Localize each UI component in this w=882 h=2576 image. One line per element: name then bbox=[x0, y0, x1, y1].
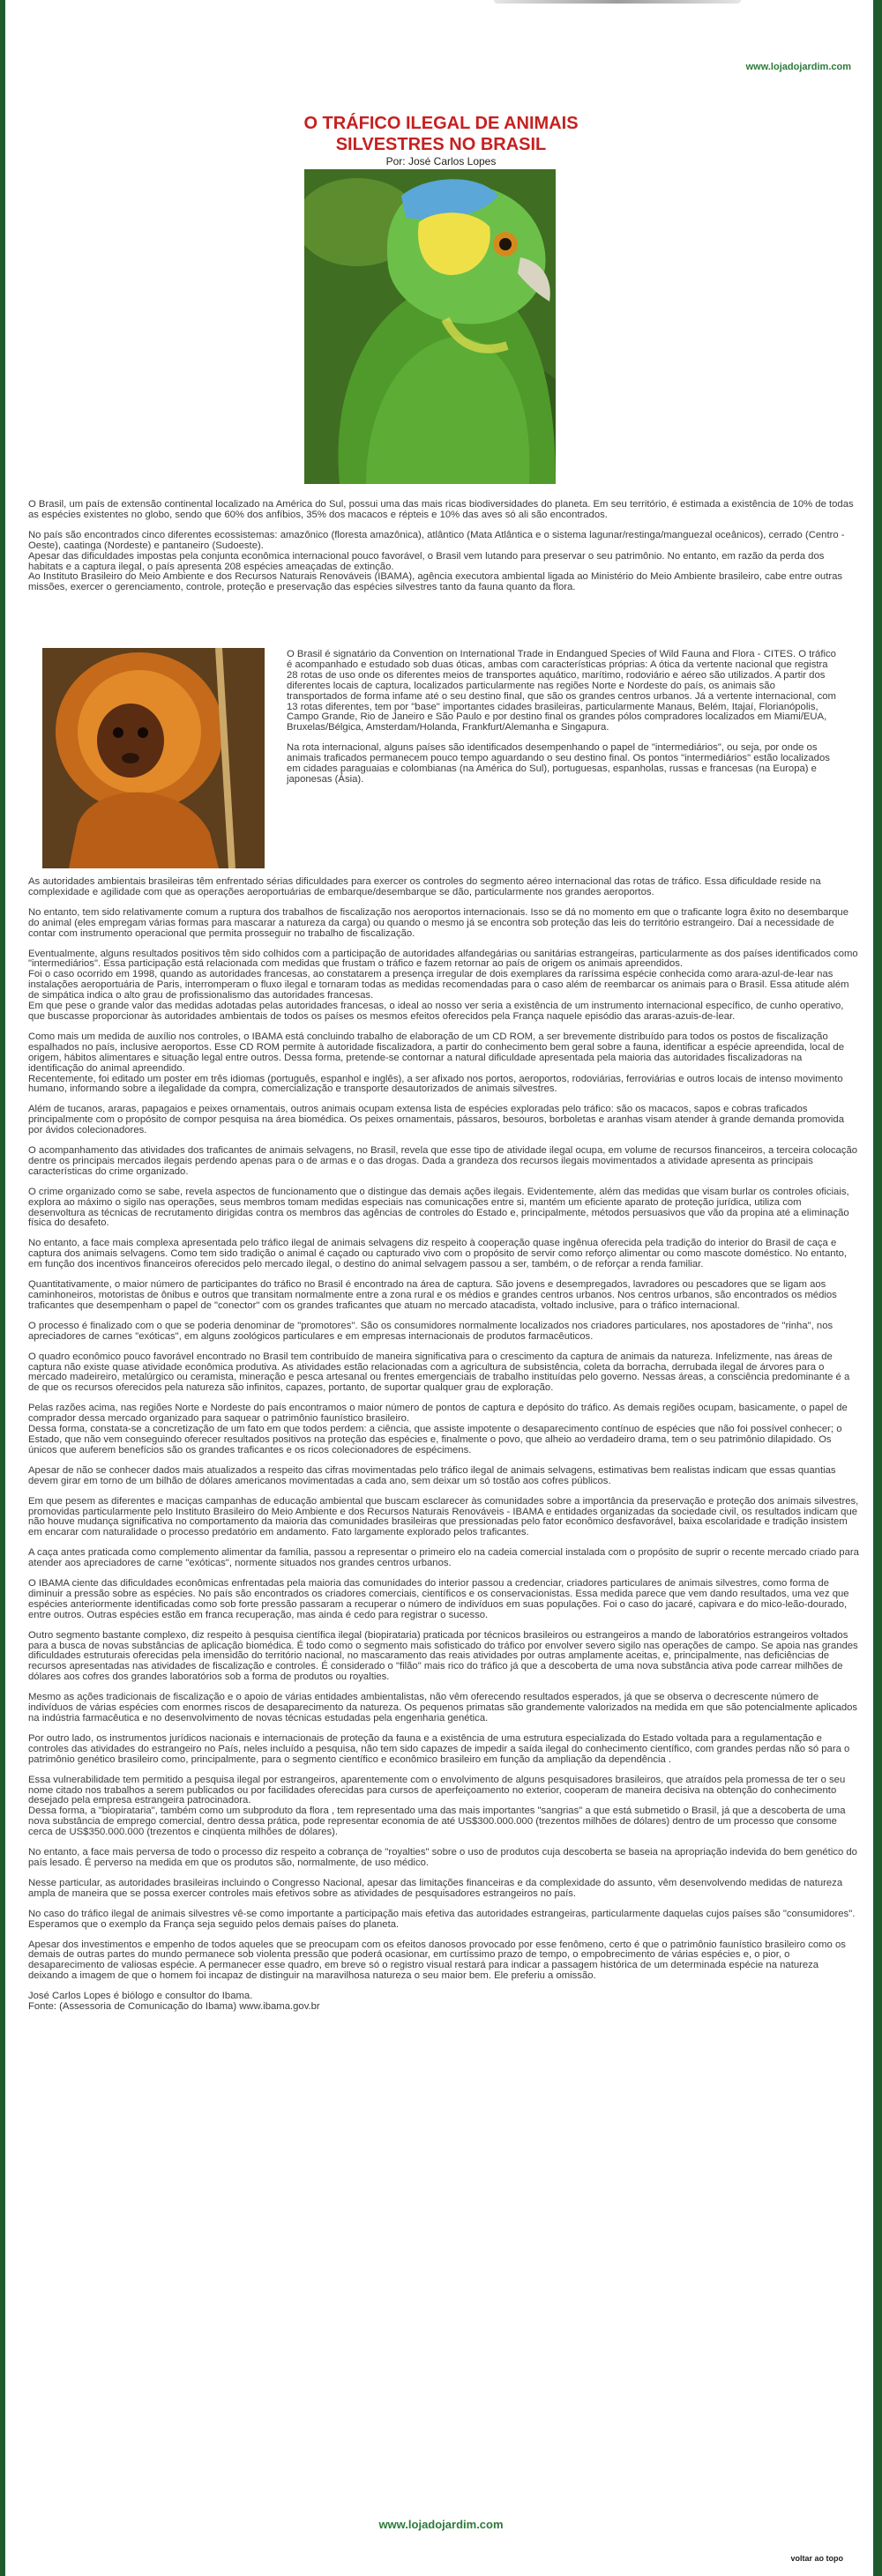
body-paragraph: Além de tucanos, araras, papagaios e peixes ornamentais, outros animais ocupam extensa lista de espécies exploradas pelo tráfico: são os macacos, sapos e cobras traficados principalmente com o propósito de compor pesquisa na área biomédica. Os peixes ornamentais, pássaros, besouros, borboletas e aranhas visam atender à grande demanda promovida por ávidos colecionadores. bbox=[28, 1104, 844, 1136]
body-paragraph: O crime organizado como se sabe, revela aspectos de funcionamento que o distingue das demais ações ilegais. Evidentemente, além das medidas que visam burlar os controles oficiais, explora ao máximo o sigilo nas operações, seus membros tomam medidas especiais nas comunicações entre si, mantém um eficiente aparato de proteção jurídica, utiliza com desenvoltura as técnicas de recrutamento dirigidas contra os membros das agências de controles do Estado e, principalmente, métodos persuasivos que vão da propina até a eliminação física do desafeto. bbox=[28, 1186, 849, 1229]
source-credit: Fonte: (Assessoria de Comunicação do Ibama) www.ibama.gov.br bbox=[28, 2001, 320, 2013]
body-paragraph: Foi o caso ocorrido em 1998, quando as autoridades francesas, ao constatarem a presença irregular de dois exemplares da raríssima espécie conhecida como arara-azul-de-lear nas instalações aeroportuária de Paris, interromperam o fluxo ilegal e tornaram todas as medidas recomendadas para o caso além de reembarcar os animais para o Brasil. Essa atitude além de simpática indica o alto grau de profissionalismo das autoridades francesas. bbox=[28, 969, 849, 1001]
body-paragraph: Essa vulnerabilidade tem permitido a pesquisa ilegal por estrangeiros, aparentemente com o envolvimento de alguns pesquisadores brasileiros, que atraídos pela promessa de ter o seu nome citado nos trabalhos a serem publicados ou por facilidades oferecidas para cursos de aperfeiçoamento no exterior, cooperam de maneira decisiva na obtenção do conhecimento desejado pela empresa estrangeira patrocinadora. bbox=[28, 1774, 846, 1806]
body-paragraph: Outro segmento bastante complexo, diz respeito à pesquisa científica ilegal (biopirataria) praticada por técnicos brasileiros ou estrangeiros a mando de laboratórios estrangeiros voltados para a busca de novas substâncias de aplicação biomédica. É todo como o segmento mais sofisticado do tráfico por envolver severo sigilo nas operações de campo. Se apoia nas grandes dificuldades estruturais oferecidas pela imensidão do território nacional, no mascaramento das reais atividades por outras amplamente aceitas, e, principalmente, nas deficiências de recursos apresentadas nas atividades de fiscalização e controles. É considerado o "filão" mais rico do tráfico já que a descoberta de uma nova substância ativa pode carrear milhões de dólares aos cofres dos grandes laboratórios sob a forma de produtos ou royalties. bbox=[28, 1629, 858, 1683]
top-decoration bbox=[494, 0, 741, 4]
body-paragraph: Em que pesem as diferentes e maciças campanhas de educação ambiental que buscam esclarecer às comunidades sobre a importância da preservação e proteção dos animais silvestres, promovidas particularmente pelo Instituto Brasileiro do Meio Ambiente e dos Recursos Naturais Renováveis - IBAMA e entidades organizadas da sociedade civil, os resultados indicam que não houve mudança significativa no comportamento da maioria das comunidades brasileiras que pressionadas pelo fator econômico desfavorável, baixa escolaridade e tradição insistem em encarar com naturalidade o processo predatório em andamento. Fato largamente explorado pelos traficantes. bbox=[28, 1495, 859, 1538]
body-paragraph: Por outro lado, os instrumentos jurídicos nacionais e internacionais de proteção da fauna e a existência de uma estrutura especializada do Estado voltada para a regulamentação e controles das atividades do estrangeiro no País, neles incluído a pesquisa, não tem sido capazes de impedir a saída ilegal do conhecimento científico, com grandes perdas não só para o patrimônio genético brasileiro como, principalmente, para o segmento científico e econômico brasileiro em função da ampliação da dependência . bbox=[28, 1732, 850, 1765]
body-paragraph: O IBAMA ciente das dificuldades econômicas enfrentadas pela maioria das comunidades do interior passou a credenciar, criadores particulares de animais silvestres, como forma de diminuir a pressão sobre as espécies. No país são encontrados os criadores comerciais, científicos e os conservacionistas. Essa medida parece que vem dando resultados, uma vez que espécies anteriormente identificadas como sob forte pressão passaram a recuperar o número de indivíduos em suas populações. Foi o caso do jacaré, capivara e do mico-leão-dourado, entre outros. Outras espécies estão em franca recuperação, mas ainda é cedo para registrar o sucesso. bbox=[28, 1578, 849, 1620]
article-title-line-1: O TRÁFICO ILEGAL DE ANIMAIS bbox=[303, 114, 579, 133]
article-title-line-2: SILVESTRES NO BRASIL bbox=[335, 135, 547, 154]
body-paragraph: Mesmo as ações tradicionais de fiscalização e o apoio de várias entidades ambientalistas, não vêm oferecendo resultados esperados, já que se observa o decrescente número de indivíduos de várias espécies com enormes riscos de desaparecimento da natureza. Os pequenos primatas são grandemente valorizados na medida em que são potencialmente aplicados na indústria farmacêutica e no desenvolvimento de novas técnicas estudadas pela engenharia genética. bbox=[28, 1692, 858, 1724]
site-link-bottom[interactable]: www.lojadojardim.com bbox=[378, 2518, 504, 2531]
body-paragraph: O acompanhamento das atividades dos traficantes de animais selvagens, no Brasil, revela que esse tipo de atividade ilegal ocupa, em volume de recursos financeiros, a terceira colocação dentre os principais mercados ilegais perdendo apenas para o de armas e o das drogas. Dada a grandeza dos recursos ilegais movimentados a atividade apresenta as principais características do crime organizado. bbox=[28, 1145, 858, 1177]
intro-paragraph: O Brasil, um país de extensão continental localizado na América do Sul, possui uma das mais ricas biodiversidades do planeta. Em seu território, é estimada a existência de 10% de todas as espécies existentes no globo, sendo que 60% dos anfíbios, 35% dos macacos e répteis e 10% das aves só ali são encontrados. bbox=[28, 499, 854, 520]
body-paragraph: Pelas razões acima, nas regiões Norte e Nordeste do país encontramos o maior número de pontos de captura e depósito do tráfico. As demais regiões ocupam, basicamente, o papel de comprador dessa mercado organizado para saquear o patrimônio faunístico brasileiro. bbox=[28, 1403, 848, 1425]
intro-section bbox=[28, 500, 859, 593]
body-paragraph: Recentemente, foi editado um poster em três idiomas (português, espanhol e inglês), a ser afixado nos portos, aeroportos, rodoviárias, ferroviárias e outros locais de intenso movimento humano, informando sobre a ilegalidade da compra, comercialização e transporte desautorizados de animais silvestres. bbox=[28, 1073, 843, 1095]
body-paragraph: Nesse particular, as autoridades brasileiras incluindo o Congresso Nacional, apesar das limitações financeiras e da complexidade do assunto, vêm desenvolvendo medidas de natureza ampla de maneira que se possa exercer controles mais efetivos sobre as atividades de pesquisadores estrangeiros no país. bbox=[28, 1877, 843, 1899]
body-paragraph: No entanto, a face mais perversa de todo o processo diz respeito a cobrança de "royalties" sobre o uso de produtos cuja descoberta se baseia na apropriação indevida do bem genético do país lesado. É perverso na medida em que os produtos são, normalmente, de uso médico. bbox=[28, 1847, 857, 1868]
body-paragraph: No entanto, tem sido relativamente comum a ruptura dos trabalhos de fiscalização nos aeroportos internacionais. Isso se dá no momento em que o traficante logra êxito no desembarque do animal (eles empregam várias formas para mascarar a natureza da carga) ou quando o mesmo já se encontra sob proteção das leis do território estrangeiro. Daí a necessidade de contar com instrumento operacional que permita prosseguir no trabalho de fiscalização. bbox=[28, 906, 849, 939]
body-paragraph: No entanto, a face mais complexa apresentada pelo tráfico ilegal de animais selvagens diz respeito à cooperação quase ingênua oferecida pela tradição do interior do Brasil de caça e captura dos animais selvagens. Como tem sido tradição o animal é caçado ou capturado vivo com o propósito de servir como reforço alimentar ou como mascote doméstico. No entanto, em função dos incentivos financeiros oferecidos pelo mercado ilegal, o destino do animal selvagem passou a ser, também, o de reforçar a renda familiar. bbox=[28, 1238, 848, 1270]
intro-paragraph: Apesar das dificuldades impostas pela conjunta econômica internacional pouco favorável, o Brasil vem lutando para preservar o seu patrimônio. No entanto, em razão da perda dos habitats e a captura ilegal, o país apresenta 208 espécies ameaçadas de extinção. bbox=[28, 550, 825, 572]
article-body bbox=[28, 877, 859, 2013]
intro-paragraph: No país são encontrados cinco diferentes ecossistemas: amazônico (floresta amazônica), atlântico (Mata Atlântica e o sistema lagunar/restinga/manguezal oceânicos), cerrado (Centro - Oeste), caatinga (Nordeste) e pantaneiro (Sudoeste). bbox=[28, 529, 845, 551]
body-paragraph: O quadro econômico pouco favorável encontrado no Brasil tem contribuído de maneira significativa para o crescimento da captura de animais da natureza. Infelizmente, nas áreas de captura não existe quase atividade econômica produtiva. As atividades estão relacionadas com a agricultura de subsistência, coleta da borracha, derrubada ilegal de árvores para o mercado madeireiro, metalúrgico ou ceramista, mineração e pesca artesanal ou frentes emergenciais de trabalho instituídas pelo governo. Nessas áreas, a consciência predominante é a de que os recursos oferecidos pela natureza são infinitos, capazes, portanto, de suportar qualquer grau de exploração. bbox=[28, 1351, 850, 1394]
back-to-top-link[interactable]: voltar ao topo bbox=[790, 2554, 843, 2563]
body-paragraph: Dessa forma, a "biopirataria", também como um subproduto da flora , tem representado uma das mais importantes "sangrias" a que está submetido o Brasil, já que a descoberta de uma nova substância de emprego comercial, dentro dessa prática, pode representar economia de até US$300.000.000 (trezentos milhões de dólares) dentro de um processo que consome cerca de US$350.000.000 (trezentos e cinqüenta milhões de dólares). bbox=[28, 1805, 846, 1838]
body-paragraph: No caso do tráfico ilegal de animais silvestres vê-se como importante a participação mais efetiva das autoridades estrangeiras, particularmente daquelas cujos países são "consumidores". Esperamos que o exemplo da França seja seguido pelos demais países do planeta. bbox=[28, 1908, 856, 1930]
author-bio: José Carlos Lopes é biólogo e consultor do Ibama. bbox=[28, 1991, 253, 2002]
article-header bbox=[0, 113, 882, 168]
body-paragraph: A caça antes praticada como complemento alimentar da família, passou a representar o primeiro elo na cadeia comercial instalada com o propósito de suprir o recente mercado criado para atender aos apreciadores de carne "exóticas", normente situados nos grandes centros urbanos. bbox=[28, 1547, 859, 1569]
body-paragraph: Apesar de não se conhecer dados mais atualizados a respeito das cifras movimentadas pelo tráfico ilegal de animais selvagens, estimativas bem realistas indicam que essas quantias devem girar em torno de um bilhão de dólares americanos movimentadas a cada ano, sem deixar um só tostão aos cofres públicos. bbox=[28, 1464, 836, 1486]
parrot-photo bbox=[304, 169, 556, 484]
body-paragraph: Como mais um medida de auxílio nos controles, o IBAMA está concluindo trabalho de elaboração de um CD ROM, a ser brevemente distribuído para todos os postos de fiscalização espalhados no país, inclusive aeroportos. Esse CD ROM permite à autoridade fiscalizadora, a partir do conhecimento bem geral sobre a fauna, identificar a espécie apreendida, local de origem, hábitos alimentares e situação legal entre outros. Dessa forma, pretende-se contornar a natural dificuldade apresentada pela maioria das autoridades fiscalizadoras na identificação do animal apreendido. bbox=[28, 1031, 844, 1074]
article-author: Por: José Carlos Lopes bbox=[385, 155, 497, 168]
body-paragraph: Quantitativamente, o maior número de participantes do tráfico no Brasil é encontrado na área de captura. São jovens e desempregados, lavradores ou pescadores que se ligam aos caminhoneiros, motoristas de ônibus e outros que transitam normalmente entre a zona rural e os médios e grandes centros urbanos. Nos centros urbanos, são encontrados os médios traficantes que desempenham o papel de "conector" com os grandes traficantes que atuam no mercado atacadista, voltado inclusive, para o tráfico internacional. bbox=[28, 1279, 837, 1311]
intro-paragraph: Ao Instituto Brasileiro do Meio Ambiente e dos Recursos Naturais Renováveis (IBAMA), agência executora ambiental ligada ao Ministério do Meio Ambiente brasileiro, cabe entre outras missões, exercer o gerenciamento, controle, proteção e preservação das espécies silvestres tanto da fauna quanto da flora. bbox=[28, 571, 843, 593]
golden-lion-tamarin-photo bbox=[42, 648, 265, 868]
body-paragraph: O processo é finalizado com o que se poderia denominar de "promotores". São os consumidores normalmente localizados nos criadores particulares, nos apostadores de "rinha", nos apreciadores de carnes "exóticas", em alguns zoológicos particulares e em empresas internacionais de produtos farmacêuticos. bbox=[28, 1320, 833, 1342]
intermediaries-paragraph: Na rota internacional, alguns países são identificados desempenhando o papel de "intermediários", ou seja, por onde os animais traficados permanecem pouco tempo aguardando o seu destino final. Os pontos "intermediários" estão localizados em cidades paraguaias e colombianas (na América do Sul), portuguesas, espanholas, russas e francesas (na Europa) e japonesas (Ásia). bbox=[287, 742, 830, 785]
cites-paragraph: O Brasil é signatário da Convention on International Trade in Endangued Species of Wild Fauna and Flora - CITES. O tráfico é acompanhado e estudado sob duas óticas, ambas com características próprias: A ótica da vertente nacional que registra 28 rotas de uso onde os diferentes meios de transportes aquático, marítimo, rodoviário e aéreo são utilizados. A partir dos diferentes locais de captura, localizados particularmente nas regiões Norte e Nordeste do país, os animais são transportados de forma infame até o seu destino final, que são os grandes centros urbanos. Já a vertente internacional, com 13 rotas diferentes, tem por "base" importantes cidades brasileiras, particularmente Manaus, Belém, Itajaí, Florianópolis, Campo Grande, Rio de Janeiro e São Paulo e por destino final os grandes pólos compradores localizados em Miami/EUA, Bruxelas/Bélgica, Amsterdam/Holanda, Frankfurt/Alemanha e Singapura. bbox=[287, 649, 836, 733]
body-paragraph: As autoridades ambientais brasileiras têm enfrentado sérias dificuldades para exercer os controles do segmento aéreo internacional das rotas de tráfico. Essa dificuldade reside na complexidade e agilidade com que as operações aeroportuárias de embarque/desembarque se dão, particularmente nos grandes aeroportos. bbox=[28, 876, 821, 897]
left-frame-border bbox=[0, 0, 5, 2576]
site-link-top[interactable]: www.lojadojardim.com bbox=[745, 62, 851, 72]
right-frame-border bbox=[873, 0, 882, 2576]
body-paragraph: Apesar dos investimentos e empenho de todos aqueles que se preocupam com os efeitos danosos provocado por esse fenômeno, certo é que o patrimônio faunístico brasileiro como os demais de outras partes do mundo permanece sob violenta pressão que poderá ocasionar, em curtíssimo prazo de tempo, o empobrecimento de várias espécies e, o pior, o desaparecimento de valiosas espécie. A permanecer esse quadro, em breve só o registro visual restará para indicar a passagem histórica de um determinada espécie na natureza deixando a imagem de que o homem foi incapaz de distinguir na maravilhosa natureza o seu maior bem. Ele preferiu a omissão. bbox=[28, 1939, 846, 1982]
body-paragraph: Eventualmente, alguns resultados positivos têm sido colhidos com a participação de autoridades alfandegárias ou sanitárias estrangeiras, particularmente as dos países identificados como "intermediários". Essa participação está relacionada com medidas que frustam o tráfico e fazem retornar ao país de origem os animais apreendidos. bbox=[28, 948, 858, 970]
body-paragraph: Dessa forma, constata-se a concretização de um fato em que todos perdem: a ciência, que assiste impotente o desaparecimento contínuo de espécies que não foi possível conhecer; o Estado, que não vem conseguindo oferecer resultados positivos na proteção das espécies e, finalmente o povo, que alheio ao verdadeiro drama, tem o seu patrimônio dilapidado. Os únicos que auferem benefícios são os grandes traficantes e os ricos colecionadores de espécimens. bbox=[28, 1424, 842, 1456]
body-paragraph: Em que pese o grande valor das medidas adotadas pelas autoridades francesas, o ideal ao nosso ver seria a existência de um instrumento internacional específico, de cunho operativo, que buscasse proporcionar às autoridades ambientais de todos os países os mesmos efeitos oferecidos pela França naquele episódio das araras-azuis-de-lear. bbox=[28, 1001, 844, 1022]
cites-section bbox=[287, 650, 838, 785]
